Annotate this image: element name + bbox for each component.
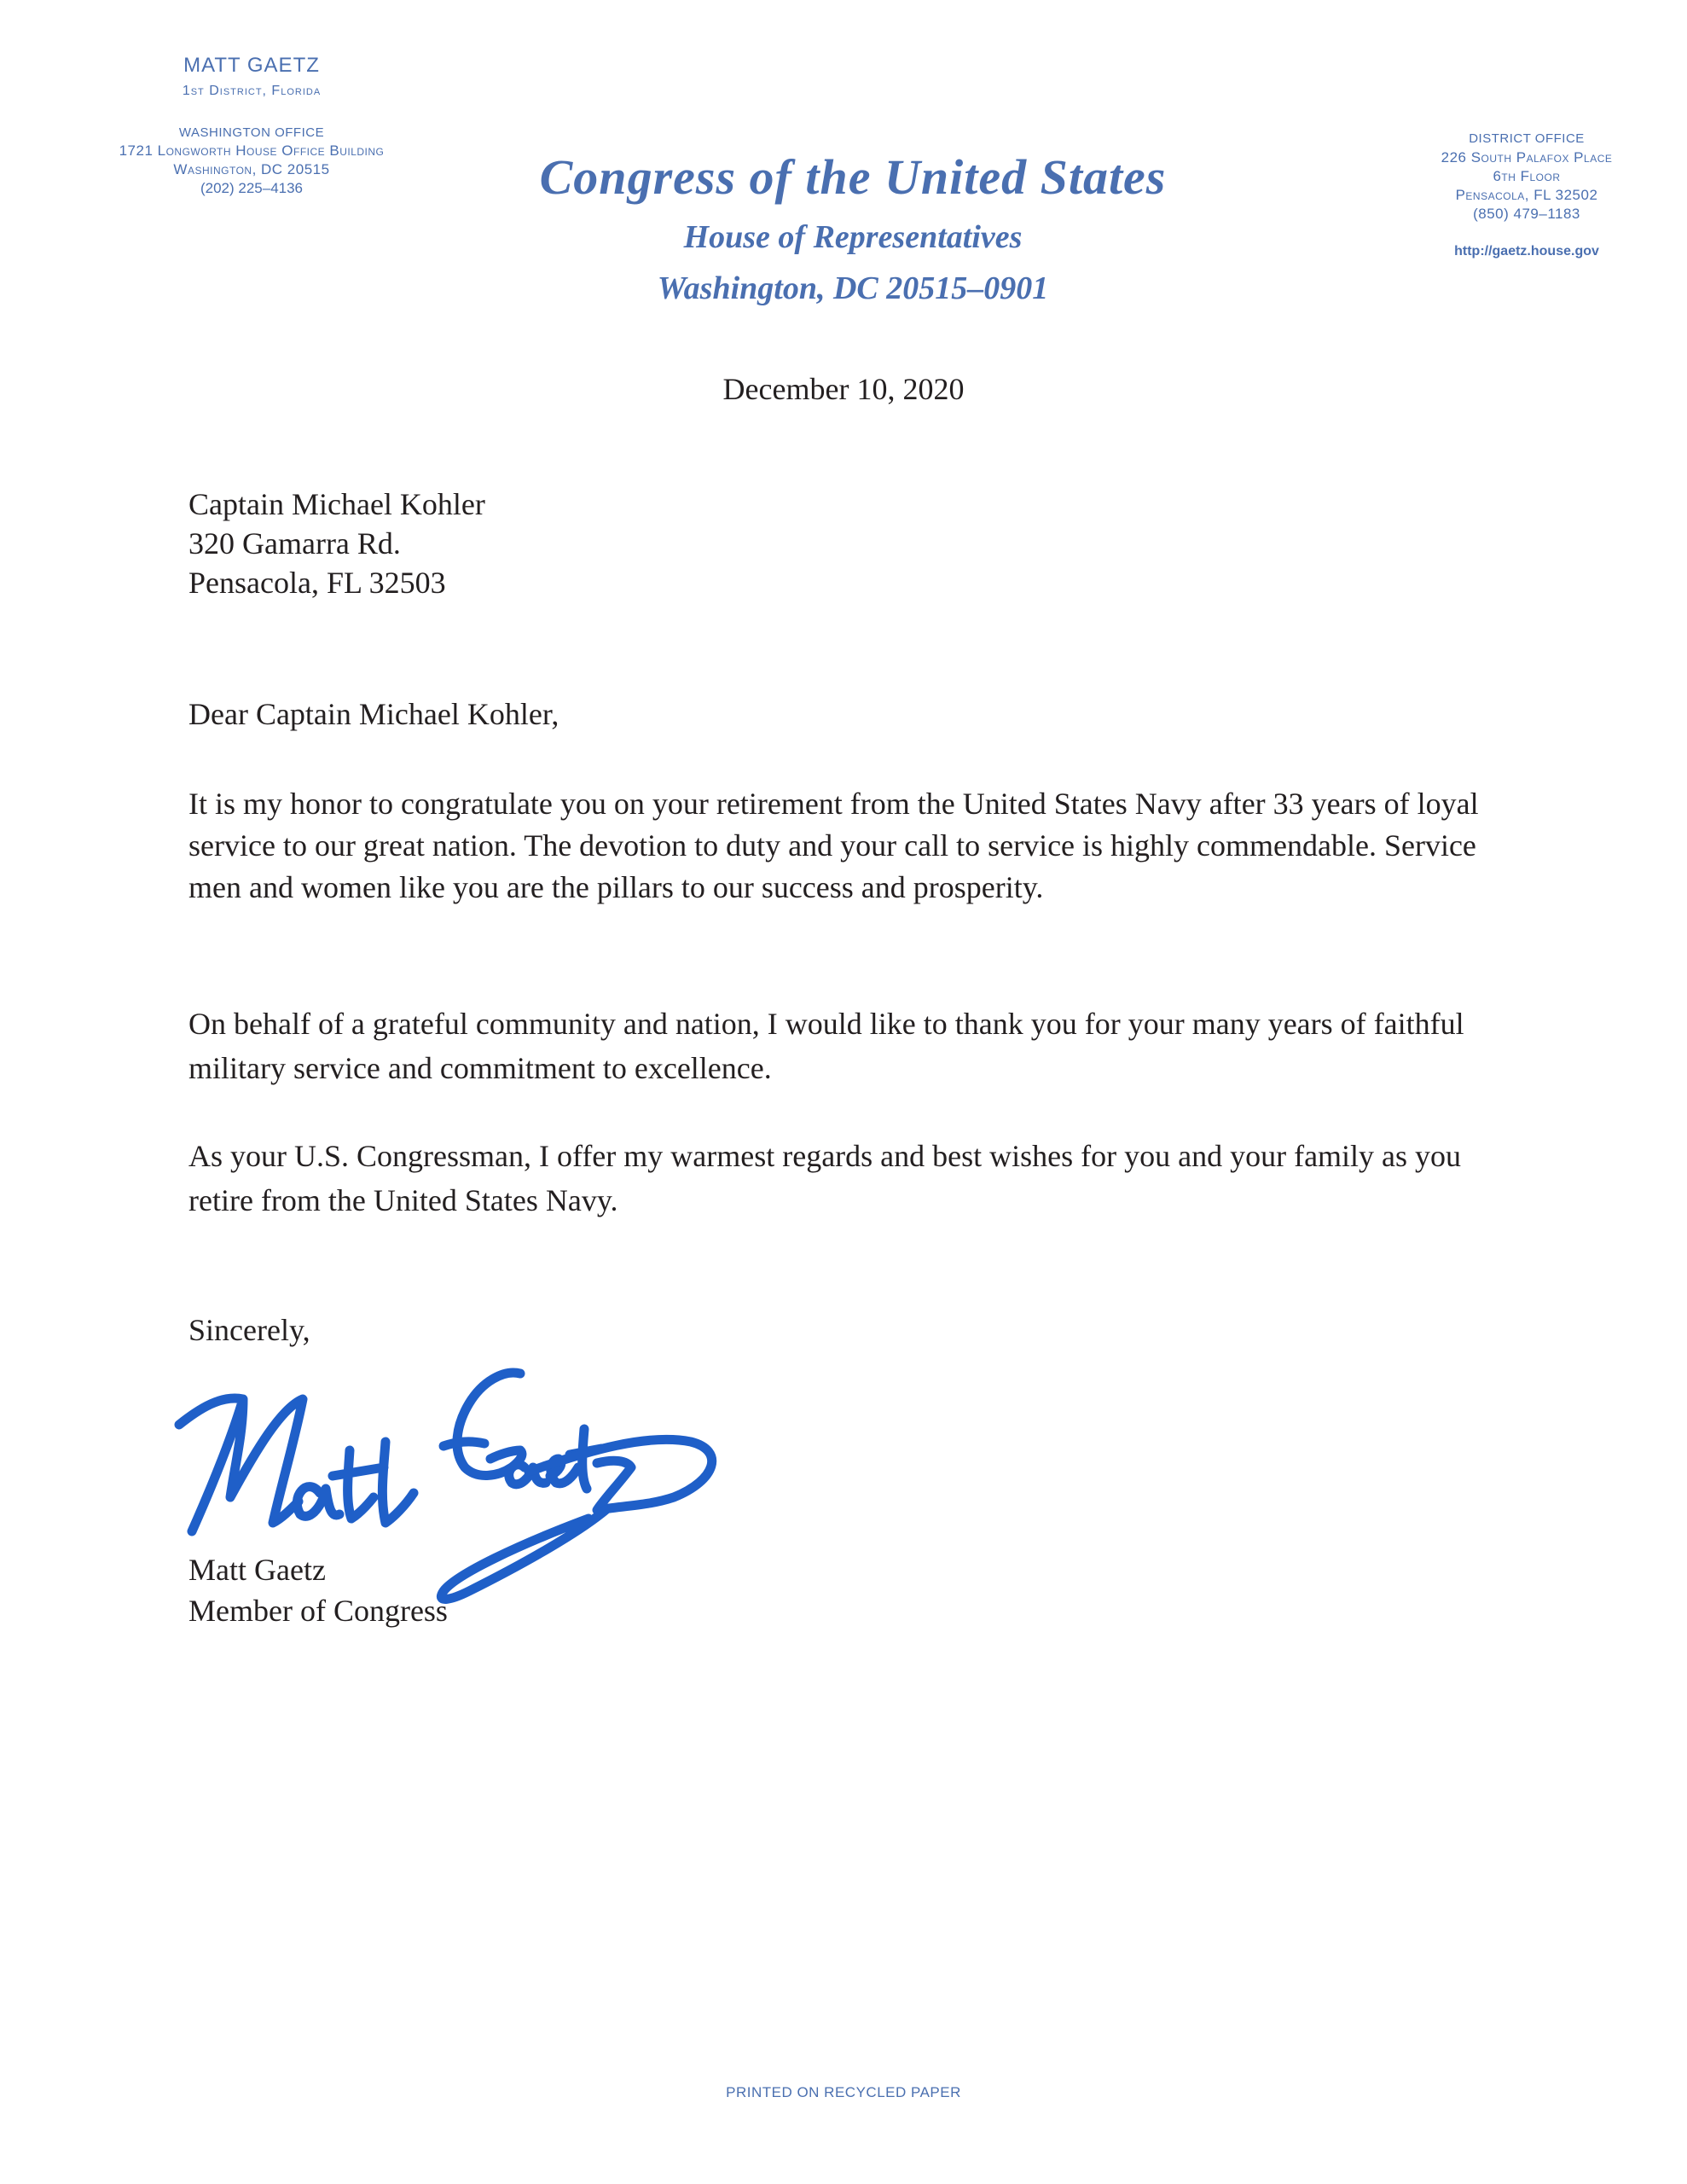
- district-office-address-3: Pensacola, FL 32502: [1455, 187, 1598, 203]
- washington-office-address-2: Washington, DC 20515: [173, 161, 330, 177]
- member-district: 1st District, Florida: [182, 84, 322, 98]
- body-paragraph-1: It is my honor to congratulate you on your retirement from the United States Navy after 33 years of loyal service to our great nation. The devotion to duty and your call to service is highly commendable. Service men and women like you are the pillars to our success and prosperity.: [188, 787, 1479, 904]
- letter-date: December 10, 2020: [722, 372, 965, 406]
- salutation: Dear Captain Michael Kohler,: [188, 697, 559, 731]
- recipient-city: Pensacola, FL 32503: [188, 566, 446, 600]
- signer-block: [188, 1549, 448, 1631]
- district-office-address-2: 6th Floor: [1493, 168, 1561, 184]
- washington-office-phone: (202) 225–4136: [200, 180, 304, 196]
- district-office-phone: (850) 479–1183: [1473, 206, 1580, 222]
- letterhead-subtitle: House of Representatives: [683, 219, 1023, 255]
- closing: Sincerely,: [188, 1313, 310, 1347]
- washington-office-address-1: 1721 Longworth House Office Building: [119, 142, 385, 159]
- recipient-name: Captain Michael Kohler: [188, 487, 485, 521]
- right-header: [1399, 130, 1655, 261]
- letterhead-title: Congress of the United States: [539, 149, 1167, 205]
- district-office-address-1: 226 South Palafox Place: [1441, 149, 1613, 166]
- body-paragraph-3: As your U.S. Congressman, I offer my warmest regards and best wishes for you and your family as you retire from the United States Navy.: [188, 1139, 1462, 1217]
- letterhead-location: Washington, DC 20515–0901: [657, 270, 1049, 306]
- washington-office-title: WASHINGTON OFFICE: [178, 125, 325, 140]
- letterhead: [478, 147, 1228, 309]
- recipient-street: 320 Gamarra Rd.: [188, 526, 401, 561]
- signer-title: Member of Congress: [188, 1594, 448, 1628]
- district-office-title: DISTRICT OFFICE: [1469, 131, 1585, 146]
- body-paragraph-2: On behalf of a grateful community and nation, I would like to thank you for your many years of faithful military service and commitment to excellence.: [188, 1007, 1464, 1085]
- recipient-address: [188, 485, 485, 602]
- footer-note: PRINTED ON RECYCLED PAPER: [726, 2084, 961, 2100]
- signer-name: Matt Gaetz: [188, 1553, 326, 1587]
- left-header: [51, 53, 452, 198]
- website-link[interactable]: http://gaetz.house.gov: [1454, 244, 1599, 258]
- member-name: MATT GAETZ: [183, 54, 320, 77]
